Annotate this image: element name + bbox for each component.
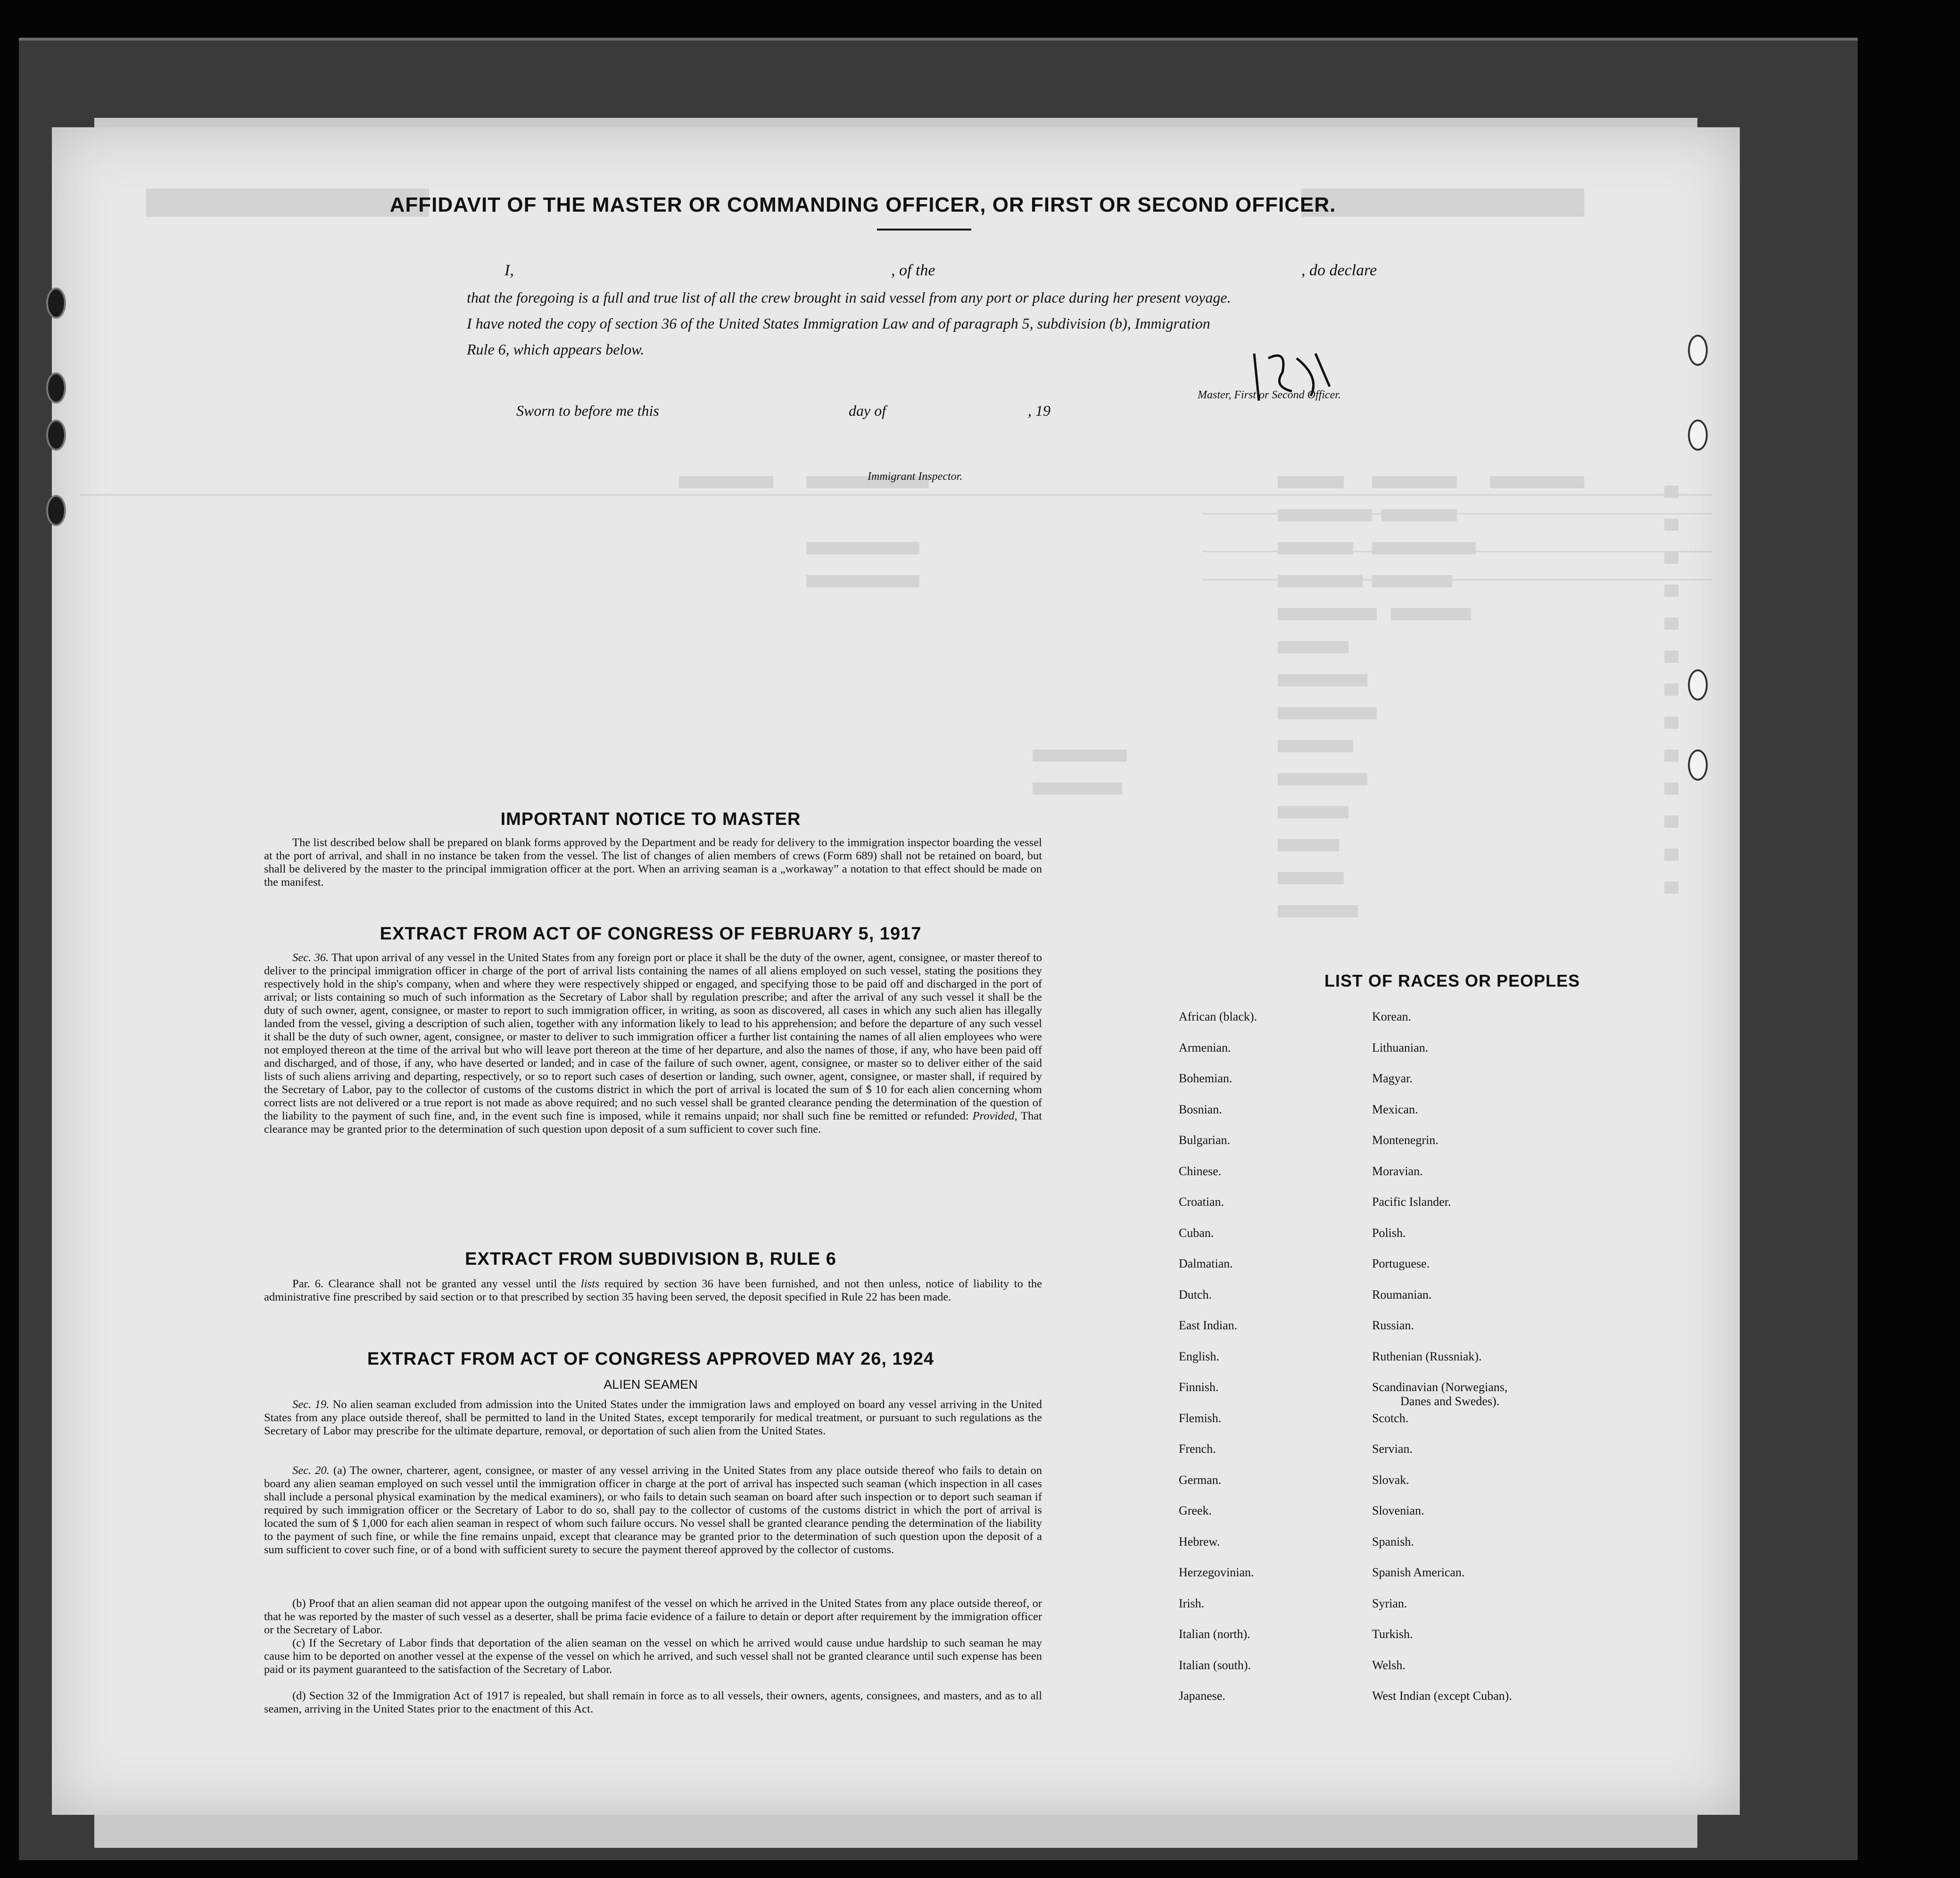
affidavit-do-declare-label: , do declare [1301, 262, 1377, 279]
punch-hole [1688, 669, 1708, 700]
race-item: Scotch. [1372, 1411, 1409, 1425]
sec-20a-body: (a) The owner, charterer, agent, consignee, or master of any vessel arriving in the United States from any place outside thereof who fails to detain on board any alien seaman employed on such vessel until the immigration officer in charge at the port of arrival has inspected such seaman (which inspection in all cases shall include a personal physical examination by the medical examiners), or who fails to detain such seaman on board after such inspection or to deport such seaman if required by such immigration officer or the Secretary of Labor to do so, shall pay to the collector of customs of the customs district in which the port of arrival is located the sum of $ 1,000 for each alien seaman in respect of whom such failure occurs. No vessel shall be granted clearance pending the determination of the liability to the payment of such fine, or while the fine remains unpaid, except that clearance may be granted prior to the determination of such question upon the deposit of a sum sufficient to cover such fine, or of a bond with sufficient surety to secure the payment thereof approved by the collector of customs. [264, 1464, 1042, 1556]
sec-20b-text: (b) Proof that an alien seaman did not appear upon the outgoing manifest of the vessel on which he arrived in the United States from any place outside thereof, or that he was reported by the master of such vessel as a deserter, shall be prima facie evidence of a failure to detain or deport after requirement by the immigration officer or the Secretary of Labor. [264, 1597, 1042, 1636]
race-item: Welsh. [1372, 1658, 1406, 1672]
race-item: Cuban. [1179, 1226, 1214, 1240]
race-item: English. [1179, 1349, 1219, 1363]
punch-hole [46, 420, 66, 451]
year-label: , 19 [1028, 402, 1050, 419]
extract-1917-text [264, 951, 1042, 1136]
race-item: Hebrew. [1179, 1534, 1220, 1549]
race-item: Slovak. [1372, 1473, 1409, 1487]
sec-20d-text: (d) Section 32 of the Immigration Act of 1917 is repealed, but shall remain in force as to all vessels, their owners, agents, consignees, and masters, and as to all seamen, arriving in the United States prior to the enactment of this Act. [264, 1689, 1042, 1715]
race-item: Polish. [1372, 1226, 1406, 1240]
punch-hole [1688, 420, 1708, 451]
sec-36-end: That clearance may be granted prior to the determination of such question upon deposit of a sum sufficient to cover such fine. [264, 1110, 1042, 1136]
notice-text: The list described below shall be prepared on blank forms approved by the Department and be ready for delivery to the immigration inspector boarding the vessel at the port of arrival, and shall in no instance be taken from the vessel. The list of changes of alien members of crews (Form 689) shall not be retained on board, but shall be delivered by the master to the principal immigration officer at the port. When an arriving seaman is a „workaway” a notation to that effect should be made on the manifest. [264, 836, 1042, 889]
race-item: Mexican. [1372, 1102, 1418, 1116]
race-item: Spanish American. [1372, 1565, 1465, 1579]
race-item: Portuguese. [1372, 1257, 1430, 1270]
sec-36-body: That upon arrival of any vessel in the United States from any foreign port or place it shall be the duty of the owner, agent, consignee, or master thereof to deliver to the principal immigration officer in charge of the port of arrival lists containing the names of all aliens employed on such vessel, stating the positions they respectively hold in the ship's company, when and where they were respectively shipped or engaged, and specifying those to be paid off and discharged in the port of arrival; or lists containing so much of such information as the Secretary of Labor shall by regulation prescribe; and after the arrival of any such vessel it shall be the duty of such owner, agent, consignee, or master to report to such immigration officer, in writing, as soon as discovered, all cases in which any such alien has illegally landed from the vessel, giving a description of such alien, together with any information likely to lead to his apprehension; and before the departure of any such vessel it shall be the duty of such owner, agent, consignee, or master to deliver to such immigration officer a further list containing the names of all alien employees who were not employed thereon at the time of the arrival but who will leave port thereon at the time of her departure, and also the names of those, if any, who have been paid off and discharged, and of those, if any, who have deserted or landed; and in case of the failure of such owner, agent, consignee, or master so to deliver either of the said lists of such aliens arriving and departing, respectively, or so to report such cases of desertion or landing, such owner, agent, consignee, or master shall, if required by the Secretary of Labor, pay to the collector of customs of the customs district in which the port of arrival is located the sum of $ 10 for each alien concerning whom correct lists are not delivered or a true report is not made as above required; and no such vessel shall be granted clearance pending the determination of the question of the liability to the payment of such fine, and, in the event such fine is imposed, while it remains unpaid; nor shall such fine be remitted or refunded: [264, 951, 1042, 1122]
race-item: Pacific Islander. [1372, 1195, 1451, 1209]
race-item: Italian (north). [1179, 1627, 1250, 1641]
sec-20c-text: (c) If the Secretary of Labor finds that deportation of the alien seaman on the vessel on which he arrived would cause undue hardship to such seaman he may cause him to be deported on another vessel at the expense of the vessel on which he arrived, and such vessel shall not be granted clearance until such expense has been paid or its payment guaranteed to the satisfaction of the Secretary of Labor. [264, 1637, 1042, 1676]
race-item: Japanese. [1179, 1689, 1225, 1703]
rule6-body-a: Par. 6. Clearance shall not be granted any vessel until the [292, 1277, 576, 1290]
sec-19-label: Sec. 19. [292, 1398, 330, 1411]
race-item: Syrian. [1372, 1596, 1407, 1610]
punch-hole [46, 495, 66, 526]
race-item: Bulgarian. [1179, 1133, 1231, 1147]
race-item: Italian (south). [1179, 1658, 1251, 1672]
punch-hole [1688, 750, 1708, 781]
affidavit-statement-line: I have noted the copy of section 36 of the United States Immigration Law and of paragraph 5, subdivision (b), Immigration [467, 315, 1210, 332]
sec-20-label: Sec. 20. [292, 1464, 330, 1477]
inspector-label: Immigrant Inspector. [868, 470, 963, 483]
race-item: West Indian (except Cuban). [1372, 1689, 1512, 1703]
provided-word: Provided, [972, 1110, 1017, 1122]
race-item: Korean. [1372, 1010, 1412, 1023]
race-item: Bosnian. [1179, 1102, 1222, 1116]
sec-19-body: No alien seaman excluded from admission into the United States under the immigration laws and employed on board any vessel arriving in the United States from any place outside thereof, shall be permitted to land in the United States, except temporarily for medical treatment, or pursuant to such regulations as the Secretary of Labor may prescribe for the ultimate departure, removal, or deportation of such alien from the United States. [264, 1398, 1042, 1437]
race-item: African (black). [1179, 1010, 1257, 1023]
race-item: Greek. [1179, 1504, 1212, 1517]
affidavit-of-the-label: , of the [891, 262, 935, 279]
race-item: Bohemian. [1179, 1071, 1232, 1085]
race-item: French. [1179, 1442, 1216, 1456]
affidavit-title: AFFIDAVIT OF THE MASTER OR COMMANDING OFFICER, OR FIRST OR SECOND OFFICER. [389, 193, 1336, 216]
race-item: East Indian. [1179, 1318, 1238, 1332]
sworn-label: Sworn to before me this [516, 402, 659, 419]
race-item: Roumanian. [1372, 1287, 1432, 1301]
race-item: Servian. [1372, 1442, 1413, 1456]
alien-seamen-subtitle: ALIEN SEAMEN [604, 1377, 698, 1392]
punch-hole [46, 288, 66, 319]
form-page [52, 127, 1740, 1815]
title-rule [877, 229, 971, 231]
affidavit-statement-line: that the foregoing is a full and true list of all the crew brought in said vessel from any port or place during her present voyage. [467, 289, 1231, 306]
affidavit-i-label: I, [504, 262, 514, 279]
race-item: Lithuanian. [1372, 1040, 1429, 1054]
race-item: Montenegrin. [1372, 1133, 1439, 1147]
race-item: Dutch. [1179, 1287, 1212, 1301]
race-item: Ruthenian (Russniak). [1372, 1349, 1482, 1363]
affidavit-statement-line: Rule 6, which appears below. [467, 341, 645, 358]
sec-19-text [264, 1398, 1042, 1438]
race-item: Flemish. [1179, 1411, 1222, 1425]
rule6-lists-word: lists [580, 1277, 600, 1290]
rule6-body-b: required by section 36 have been furnished, and not then unless, notice of liability to the administrative fine prescribed by said section or to that prescribed by section 35 having been served, the deposit specified in Rule 22 has been made. [264, 1277, 1042, 1303]
race-item: Slovenian. [1372, 1504, 1424, 1517]
race-item: Moravian. [1372, 1164, 1423, 1178]
sec-20a-text [264, 1464, 1042, 1557]
punch-hole [46, 372, 66, 404]
race-item: Magyar. [1372, 1071, 1413, 1085]
race-item: Chinese. [1179, 1164, 1222, 1178]
race-item: Scandinavian (Norwegians, [1372, 1380, 1508, 1394]
race-item: Finnish. [1179, 1380, 1219, 1394]
race-item: Armenian. [1179, 1040, 1231, 1054]
race-item: Turkish. [1372, 1627, 1413, 1641]
race-item: German. [1179, 1473, 1222, 1487]
signature-label: Master, First or Second Officer. [1198, 389, 1341, 401]
extract-rule6-title: EXTRACT FROM SUBDIVISION B, RULE 6 [465, 1249, 836, 1269]
extract-1917-title: EXTRACT FROM ACT OF CONGRESS OF FEBRUARY 5, 1917 [380, 924, 922, 944]
punch-hole [1688, 335, 1708, 366]
races-title: LIST OF RACES OR PEOPLES [1324, 971, 1580, 990]
extract-1924-title: EXTRACT FROM ACT OF CONGRESS APPROVED MAY 26, 1924 [367, 1349, 935, 1369]
extract-rule6-text [264, 1277, 1042, 1304]
race-item: Herzegovinian. [1179, 1565, 1254, 1579]
race-item: Croatian. [1179, 1195, 1224, 1209]
race-item: Russian. [1372, 1318, 1414, 1332]
notice-title: IMPORTANT NOTICE TO MASTER [500, 809, 801, 829]
race-item: Dalmatian. [1179, 1257, 1233, 1270]
race-item: Irish. [1179, 1596, 1205, 1610]
race-item: Spanish. [1372, 1534, 1414, 1549]
day-of-label: day of [849, 402, 886, 419]
sec-36-label: Sec. 36. [292, 951, 329, 964]
race-item: Danes and Swedes). [1400, 1394, 1500, 1408]
